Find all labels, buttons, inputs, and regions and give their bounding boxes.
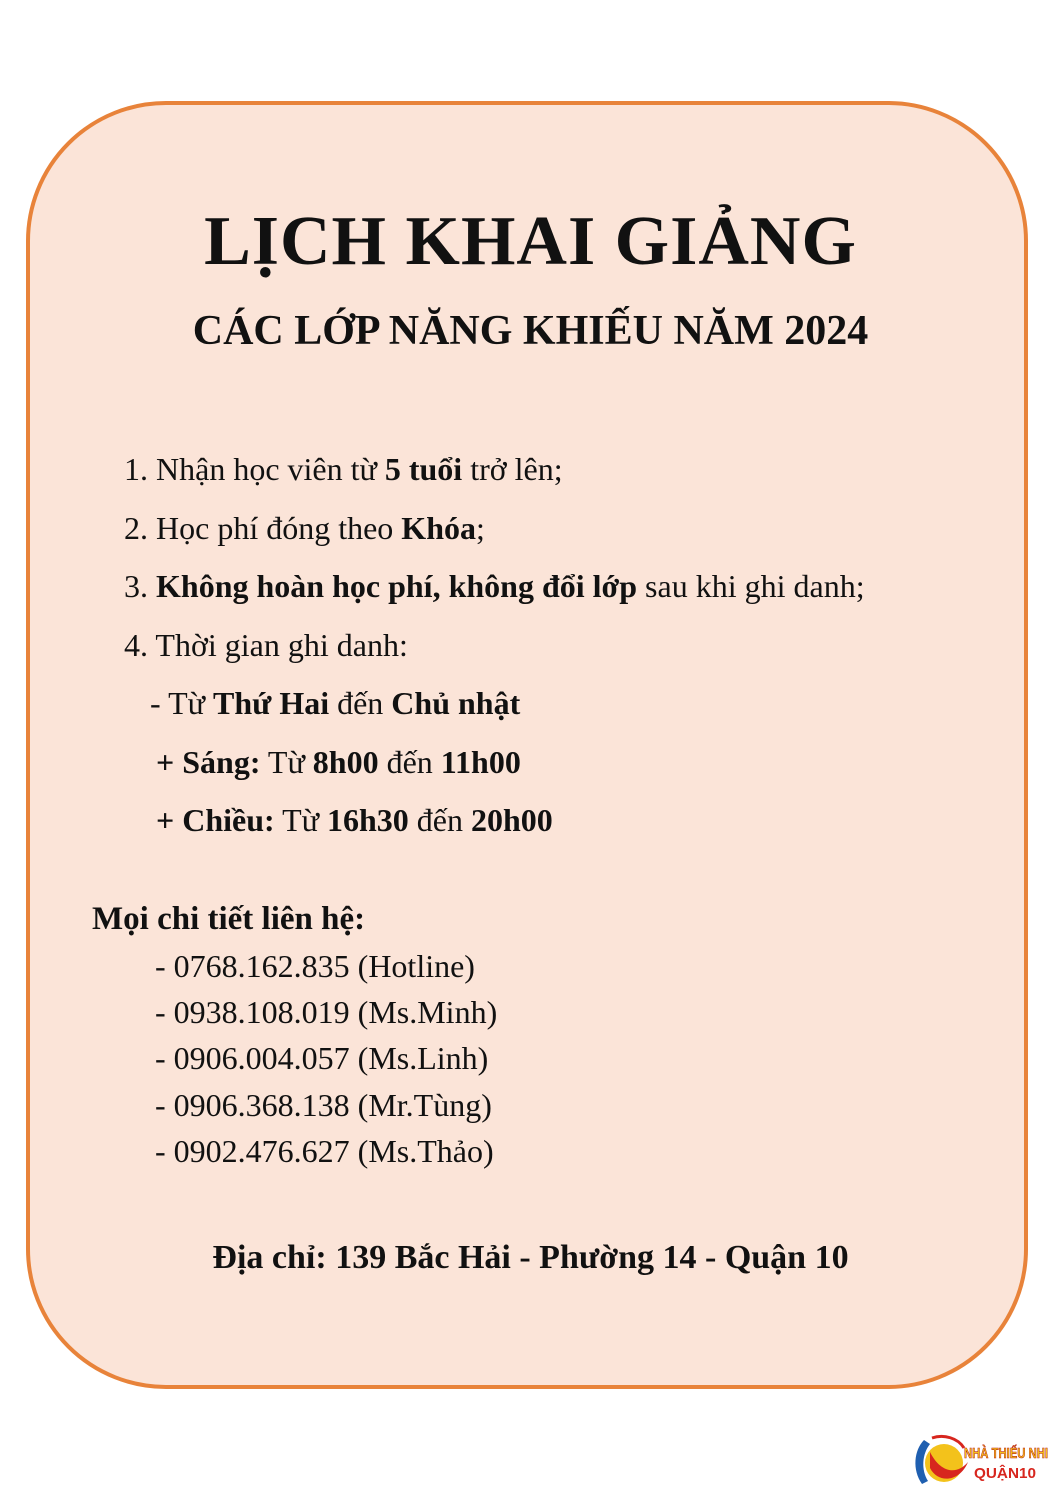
contact-hotline[interactable]: - 0768.162.835 (Hotline) <box>155 948 475 984</box>
contact-ms-thao[interactable]: - 0902.476.627 (Ms.Thảo) <box>155 1132 494 1169</box>
contact-ms-linh[interactable]: - 0906.004.057 (Ms.Linh) <box>155 1040 489 1077</box>
registration-afternoon <box>124 791 865 850</box>
rule-fee <box>124 499 865 558</box>
page-title: LỊCH KHAI GIẢNG <box>204 203 857 280</box>
rule-registration-time: 4. Thời gian ghi danh: <box>124 626 408 663</box>
afternoon-from: 16h30 <box>327 802 409 838</box>
afternoon-to: 20h00 <box>471 802 553 838</box>
registration-morning <box>124 733 865 792</box>
afternoon-label: + Chiều: <box>156 802 275 838</box>
rules-list <box>124 440 865 850</box>
afternoon-prefix: Từ <box>274 802 327 838</box>
address: Địa chỉ: 139 Bắc Hải - Phường 14 - Quận 10 <box>212 1239 849 1276</box>
days-to: Chủ nhật <box>391 685 521 721</box>
rule-fee-bold: Khóa <box>401 509 476 546</box>
contact-ms-minh[interactable]: - 0938.108.019 (Ms.Minh) <box>155 994 498 1031</box>
rule-no-refund-bold: Không hoàn học phí, không đổi lớp <box>156 568 638 604</box>
days-from: Thứ Hai <box>212 685 330 721</box>
contact-list <box>155 943 497 1174</box>
rule-no-refund-prefix: 3. <box>124 568 156 604</box>
rule-no-refund <box>124 557 865 616</box>
days-prefix: - Từ <box>150 685 213 721</box>
rule-age <box>124 440 865 499</box>
morning-mid: đến <box>378 743 441 780</box>
rule-age-suffix: trở lên; <box>462 451 563 487</box>
days-mid: đến <box>329 685 392 721</box>
morning-to: 11h00 <box>440 743 521 780</box>
morning-from: 8h00 <box>312 743 379 780</box>
contact-heading: Mọi chi tiết liên hệ: <box>92 901 366 937</box>
rule-age-prefix: 1. Nhận học viên từ <box>124 451 385 487</box>
logo-line2: QUẬN10 <box>974 1465 1035 1482</box>
rule-fee-suffix: ; <box>475 509 485 546</box>
rule-no-refund-suffix: sau khi ghi danh; <box>637 568 865 604</box>
nha-thieu-nhi-logo <box>910 1432 1050 1494</box>
rule-fee-prefix: 2. Học phí đóng theo <box>124 509 402 546</box>
rule-age-bold: 5 tuổi <box>384 451 463 487</box>
page-subtitle: CÁC LỚP NĂNG KHIẾU NĂM 2024 <box>192 308 869 354</box>
registration-days <box>124 674 865 733</box>
afternoon-mid: đến <box>408 802 471 838</box>
logo-line1: NHÀ THIẾU NHI <box>964 1445 1048 1462</box>
morning-prefix: Từ <box>260 743 313 780</box>
morning-label: + Sáng: <box>156 743 261 780</box>
contact-mr-tung[interactable]: - 0906.368.138 (Mr.Tùng) <box>155 1086 492 1123</box>
logo-emblem-icon <box>915 1436 968 1484</box>
